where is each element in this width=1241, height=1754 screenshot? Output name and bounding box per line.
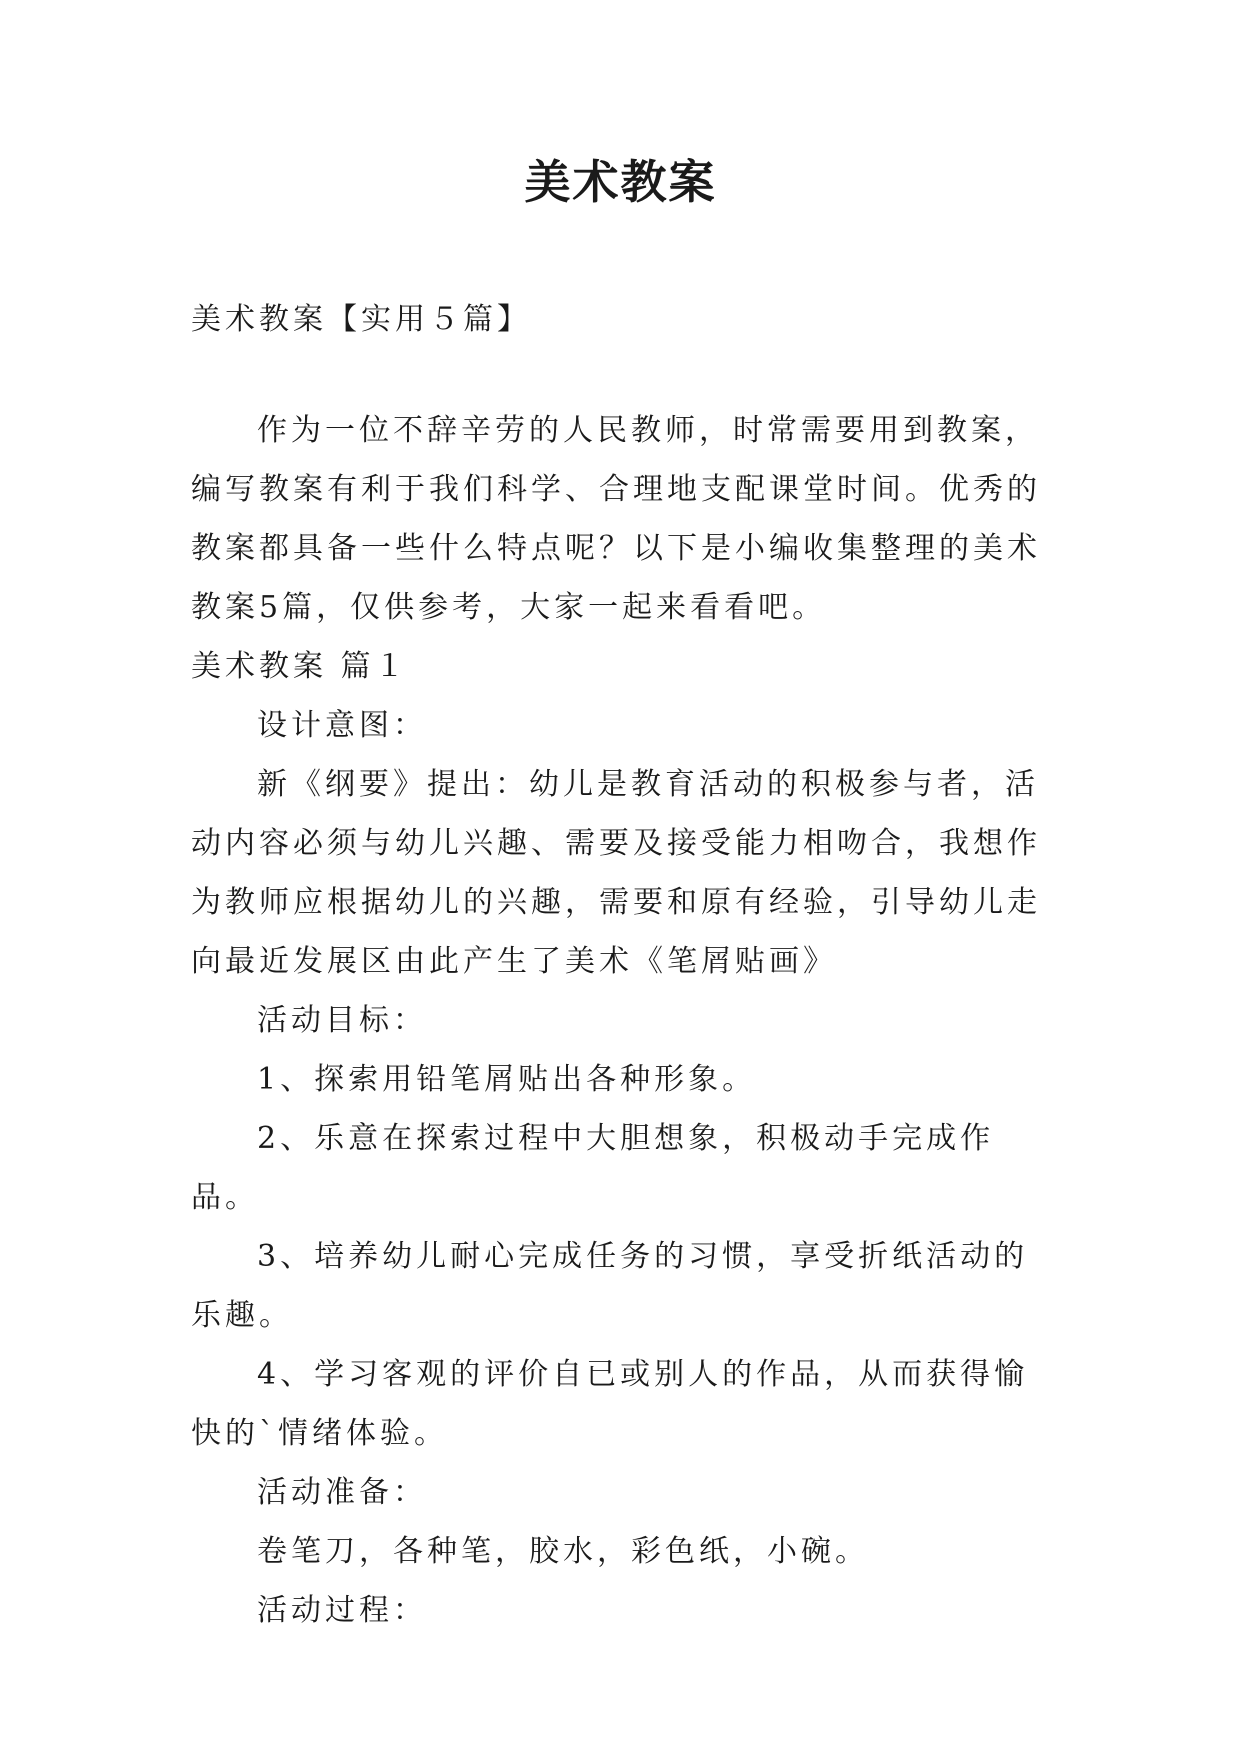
page-title: 美术教案 [524, 155, 717, 209]
spacer [191, 349, 1051, 401]
goal-item: 4、学习客观的评价自已或别人的作品，从而获得愉快的`情绪体验。 [191, 1357, 1029, 1451]
process-label: 活动过程： [257, 1593, 427, 1628]
goals-label: 活动目标： [257, 1003, 427, 1038]
goal-item: 2、乐意在探索过程中大胆想象，积极动手完成作品。 [191, 1121, 995, 1215]
design-label: 设计意图： [257, 708, 427, 743]
document-body [191, 290, 1051, 1640]
goal-item: 3、培养幼儿耐心完成任务的习惯，享受折纸活动的乐趣。 [191, 1239, 1029, 1333]
section-heading: 美术教案 篇１ [191, 649, 409, 684]
intro-paragraph: 作为一位不辞辛劳的人民教师，时常需要用到教案，编写教案有利于我们科学、合理地支配课堂时间。优秀的教案都具备一些什么特点呢？以下是小编收集整理的美术教案5篇，仅供参考，大家一起来看看吧。 [191, 413, 1041, 625]
prep-paragraph: 卷笔刀，各种笔，胶水，彩色纸，小碗。 [257, 1534, 869, 1569]
goal-item: 1、探索用铅笔屑贴出各种形象。 [257, 1062, 757, 1097]
document-subtitle: 美术教案【实用５篇】 [191, 302, 531, 337]
prep-label: 活动准备： [257, 1475, 427, 1510]
design-paragraph: 新《纲要》提出：幼儿是教育活动的积极参与者，活动内容必须与幼儿兴趣、需要及接受能力相吻合，我想作为教师应根据幼儿的兴趣，需要和原有经验，引导幼儿走向最近发展区由此产生了美术《笔屑贴画》 [191, 767, 1041, 979]
